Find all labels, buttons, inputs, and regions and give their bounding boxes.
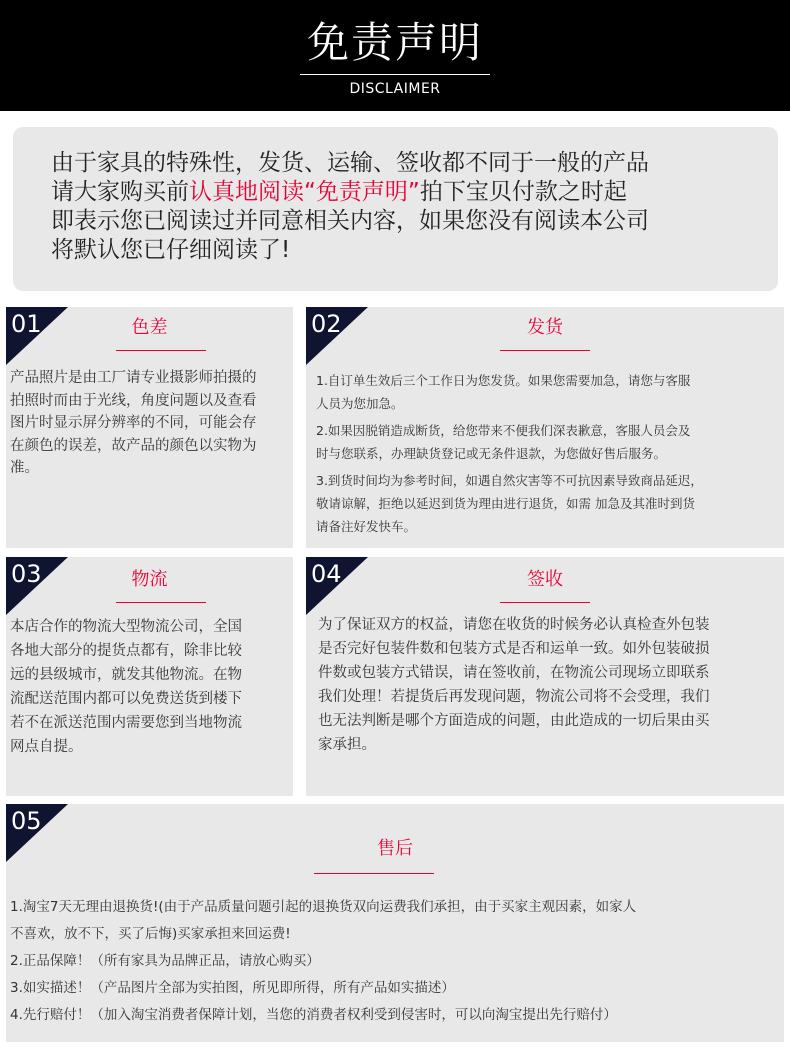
intro-line-1: 由于家具的特殊性，发货、运输、签收都不同于一般的产品 [51, 150, 649, 176]
body-line: 网点自提。 [10, 739, 83, 755]
section-number: 01 [11, 310, 42, 338]
body-line: 人员为您加急。 [316, 396, 404, 411]
intro-line-3: 即表示您已阅读过并同意相关内容，如果您没有阅读本公司 [51, 208, 649, 234]
body-line: 件数或包装方式错误，请在签收前，在物流公司现场立即联系 [318, 665, 710, 681]
title-divider [300, 74, 490, 75]
section-body [10, 367, 257, 480]
intro-line-4: 将默认您已仔细阅读了! [51, 237, 291, 263]
body-line: 不喜欢，放不下，买了后悔)买家承担来回运费! [10, 926, 291, 942]
section-title: 签收 [527, 569, 563, 590]
section-color-difference [6, 307, 293, 548]
title-underline [500, 602, 590, 603]
section-title: 物流 [131, 569, 168, 590]
page-title: 免责声明 [306, 18, 483, 67]
body-line: 各地大部分的提货点都有，除非比较 [10, 643, 242, 659]
header-banner [0, 0, 790, 111]
section-body [318, 613, 710, 757]
title-underline [116, 350, 206, 351]
section-number: 03 [11, 560, 42, 588]
section-body [10, 615, 242, 759]
body-line: 3.如实描述！（产品图片全部为实拍图，所见即所得，所有产品如实描述） [10, 980, 455, 996]
intro-notice [13, 127, 778, 291]
body-line: 我们处理！若提货后再发现问题，物流公司将不会受理，我们 [318, 689, 710, 705]
body-line: 为了保证双方的权益，请您在收货的时候务必认真检查外包装 [318, 617, 710, 633]
intro-line-2-start: 请大家购买前 [51, 179, 189, 205]
intro-line-2 [51, 178, 751, 207]
title-underline [500, 350, 590, 351]
body-line: 拍照时而由于光线，角度问题以及查看 [10, 392, 257, 409]
body-line: 1.自订单生效后三个工作日为您发货。如果您需要加急，请您与客服 [316, 373, 691, 388]
page-subtitle: DISCLAIMER [349, 81, 441, 97]
body-line: 家承担。 [318, 737, 376, 753]
body-line: 请备注好发快车。 [316, 519, 417, 534]
shipping-item [316, 369, 703, 415]
section-after-sales [6, 804, 784, 1042]
body-line: 2.如果因脱销造成断货，给您带来不便我们深表歉意，客服人员会及 [316, 423, 691, 438]
body-line: 敬请谅解，拒绝以延迟到货为理由进行退货，如需 加急及其准时到货 [316, 496, 695, 511]
body-line: 产品照片是由工厂请专业摄影师拍摄的 [10, 370, 257, 386]
body-line: 图片时显示屏分辨率的不同，可能会存 [10, 415, 257, 431]
body-line: 准。 [10, 460, 39, 476]
intro-highlight: 认真地阅读“免责声明” [189, 179, 420, 205]
body-line: 本店合作的物流大型物流公司，全国 [10, 619, 242, 635]
title-underline [116, 602, 206, 603]
section-body [10, 894, 636, 1029]
body-line: 是否完好包装件数和包装方式是否和运单一致。如外包装破损 [318, 641, 710, 657]
section-receipt [306, 557, 784, 796]
body-line: 在颜色的误差，故产品的颜色以实物为 [10, 437, 257, 454]
body-line: 也无法判断是哪个方面造成的问题，由此造成的一切后果由买 [318, 713, 710, 729]
intro-line-2-end: 拍下宝贝付款之时起 [419, 179, 627, 205]
body-line: 3.到货时间均为参考时间，如遇自然灾害等不可抗因素导致商品延迟， [316, 473, 703, 488]
shipping-item [316, 419, 703, 465]
section-title: 色差 [131, 317, 168, 338]
section-number: 05 [11, 807, 42, 835]
body-line: 若不在派送范围内需要您到当地物流 [10, 715, 242, 731]
intro-text [51, 149, 751, 265]
section-number: 04 [311, 560, 342, 588]
section-title: 售后 [377, 838, 413, 859]
body-line: 4.先行赔付！（加入淘宝消费者保障计划，当您的消费者权利受到侵害时，可以向淘宝提出先行赔付） [10, 1007, 617, 1023]
section-number: 02 [311, 310, 342, 338]
section-shipping [306, 307, 784, 548]
section-title: 发货 [527, 317, 563, 338]
section-body [316, 369, 703, 538]
title-underline [314, 873, 434, 874]
shipping-item [316, 469, 703, 538]
body-line: 远的县级城市，就发其他物流。在物 [10, 667, 242, 683]
body-line: 时与您联系，办理缺货登记或无条件退款，为您做好售后服务。 [316, 446, 667, 461]
body-line: 1.淘宝7天无理由退换货!(由于产品质量问题引起的退换货双向运费我们承担，由于买家主观因素，如家人 [10, 899, 637, 915]
body-line: 2.正品保障！（所有家具为品牌正品，请放心购买） [10, 953, 320, 969]
section-logistics [6, 557, 293, 796]
body-line: 流配送范围内都可以免费送货到楼下 [10, 691, 242, 707]
